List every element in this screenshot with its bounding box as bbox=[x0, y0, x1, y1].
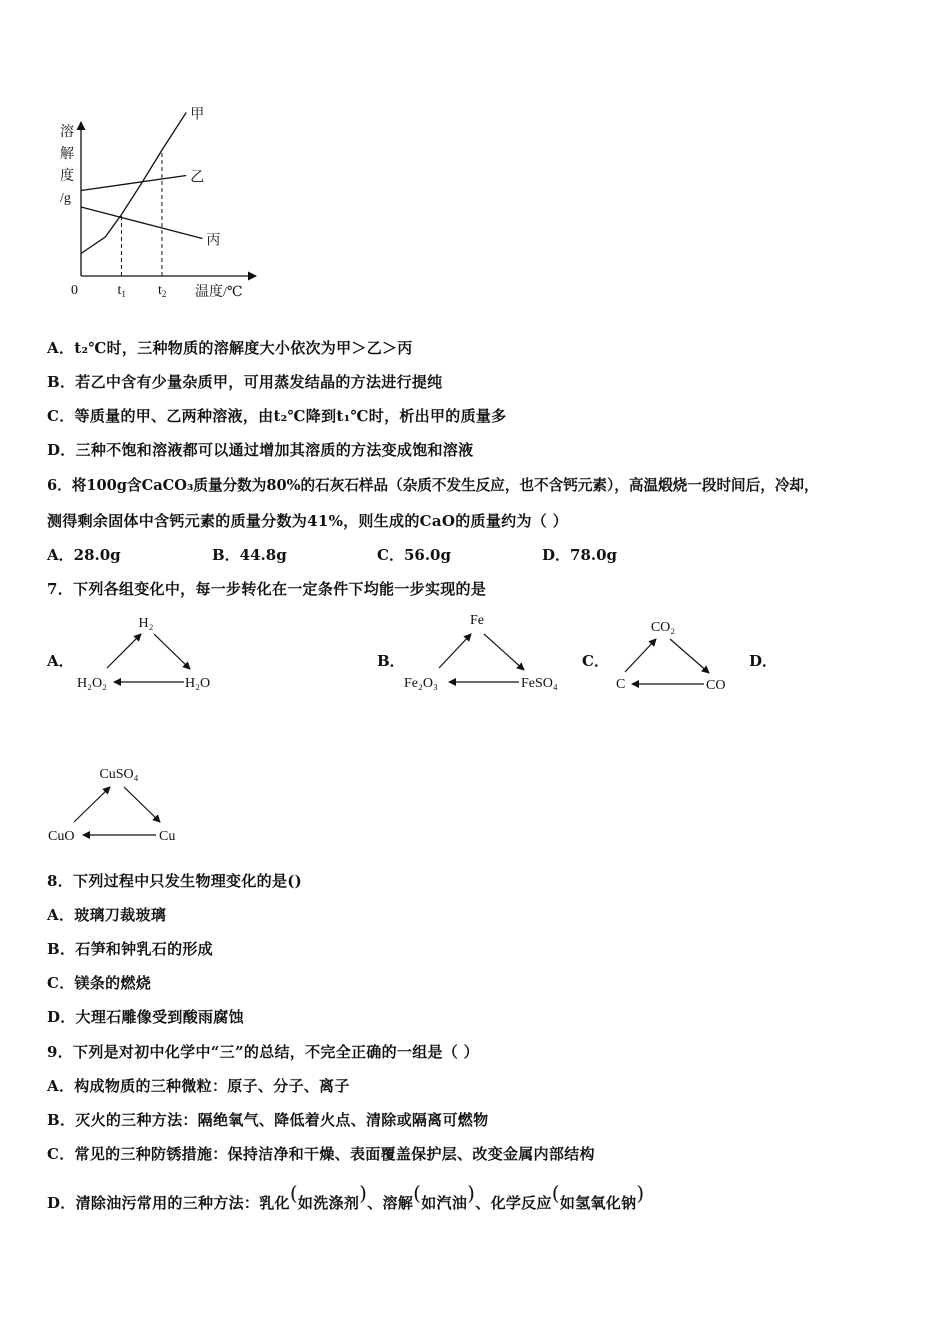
q7-diagram-b bbox=[403, 610, 578, 690]
q9d-paren-close-2: ) bbox=[467, 1181, 476, 1205]
q9-stem: 9．下列是对初中化学中“三”的总结，不完全正确的一组是（ ） bbox=[47, 1043, 479, 1061]
q7b-left: Fe₂O₃ bbox=[404, 676, 438, 691]
series-label-3: 丙 bbox=[206, 233, 221, 249]
q5-option-c: C．等质量的甲、乙两种溶液，由t₂℃降到t₁℃时，析出甲的质量多 bbox=[47, 407, 507, 425]
q8-option-b: B．石笋和钟乳石的形成 bbox=[47, 940, 213, 958]
q5-option-a: A．t₂℃时，三种物质的溶解度大小依次为甲＞乙＞丙 bbox=[47, 339, 413, 357]
x-axis-label: 温度/℃ bbox=[195, 285, 243, 300]
q8-stem: 8．下列过程中只发生物理变化的是() bbox=[47, 872, 303, 890]
origin-label: 0 bbox=[71, 283, 78, 298]
q7c-top: CO₂ bbox=[650, 620, 676, 635]
q8-option-c: C．镁条的燃烧 bbox=[47, 974, 152, 992]
q9-option-a: A．构成物质的三种微粒：原子、分子、离子 bbox=[47, 1077, 350, 1095]
q9d-paren-open-2: ( bbox=[413, 1181, 422, 1205]
q7a-left: H₂O₂ bbox=[77, 676, 107, 691]
q8-option-a: A．玻璃刀裁玻璃 bbox=[47, 906, 167, 924]
q9d-mid-2: 、化学反应 bbox=[475, 1194, 552, 1212]
q9d-example-3: 如氢氧化钠 bbox=[559, 1194, 637, 1212]
q7a-right: H₂O bbox=[185, 676, 211, 691]
q9d-paren-open-1: ( bbox=[289, 1181, 298, 1205]
q9d-paren-close-1: ) bbox=[359, 1181, 368, 1205]
ylabel-char-2: 解 bbox=[60, 147, 74, 162]
q7-diagram-c bbox=[612, 615, 742, 695]
q9d-mid-1: 、溶解 bbox=[367, 1194, 414, 1212]
q7b-right: FeSO₄ bbox=[521, 676, 558, 691]
q6-option-d: D．78.0g bbox=[542, 546, 618, 564]
q9-option-b: B．灭火的三种方法：隔绝氧气、降低着火点、清除或隔离可燃物 bbox=[47, 1111, 489, 1129]
ylabel-char-3: 度 bbox=[60, 169, 74, 184]
q9d-example-1: 如洗涤剂 bbox=[297, 1194, 360, 1212]
q9d-paren-close-3: ) bbox=[636, 1181, 645, 1205]
q6-stem-line2: 测得剩余固体中含钙元素的质量分数为41%，则生成的CaO的质量约为（ ） bbox=[47, 512, 568, 530]
q7b-top: Fe bbox=[470, 613, 484, 628]
q6-option-a: A．28.0g bbox=[47, 546, 121, 564]
q7-label-c: C． bbox=[582, 652, 609, 670]
solubility-chart bbox=[56, 107, 256, 308]
q6-option-b: B．44.8g bbox=[212, 546, 287, 564]
q7-label-a: A． bbox=[47, 652, 74, 670]
series-label-2: 乙 bbox=[190, 170, 205, 186]
q9d-example-2: 如汽油 bbox=[421, 1194, 468, 1212]
x-tick-label-2: $t_2$ bbox=[157, 283, 167, 299]
series-line-3 bbox=[81, 207, 202, 239]
q6-option-c: C．56.0g bbox=[377, 546, 451, 564]
q7d-top: CuSO₄ bbox=[99, 767, 139, 782]
q9d-prefix: D．清除油污常用的三种方法：乳化 bbox=[47, 1194, 290, 1212]
q7-label-b: B． bbox=[377, 652, 405, 670]
q5-option-d: D．三种不饱和溶液都可以通过增加其溶质的方法变成饱和溶液 bbox=[47, 441, 474, 459]
q8-option-d: D．大理石雕像受到酸雨腐蚀 bbox=[47, 1008, 244, 1026]
q7d-left: CuO bbox=[48, 829, 75, 844]
ylabel-char-1: 溶 bbox=[60, 125, 74, 140]
ylabel-char-4: /g bbox=[60, 191, 71, 206]
series-label-1: 甲 bbox=[190, 107, 205, 123]
q7-stem: 7．下列各组变化中，每一步转化在一定条件下均能一步实现的是 bbox=[47, 580, 487, 598]
q9-option-d bbox=[47, 1181, 645, 1213]
q7a-top: H₂ bbox=[138, 616, 154, 631]
q9-option-c: C．常见的三种防锈措施：保持洁净和干燥、表面覆盖保护层、改变金属内部结构 bbox=[47, 1145, 595, 1163]
q9d-paren-open-3: ( bbox=[551, 1181, 560, 1205]
q7d-right: Cu bbox=[159, 829, 176, 844]
x-tick-label-1: $t_1$ bbox=[117, 283, 126, 299]
q6-stem-line1: 6．将100g含CaCO₃质量分数为80%的石灰石样品（杂质不发生反应，也不含钙元素），高温煅烧一段时间后，冷却， bbox=[47, 477, 819, 494]
q7-diagram-a bbox=[74, 612, 224, 692]
q7c-left: C bbox=[616, 677, 626, 692]
q7c-right: CO bbox=[706, 678, 726, 693]
series-line-2 bbox=[81, 176, 186, 191]
q7-diagram-d bbox=[46, 760, 196, 845]
q5-option-b: B．若乙中含有少量杂质甲，可用蒸发结晶的方法进行提纯 bbox=[47, 373, 443, 391]
q7-label-d: D． bbox=[749, 652, 778, 670]
